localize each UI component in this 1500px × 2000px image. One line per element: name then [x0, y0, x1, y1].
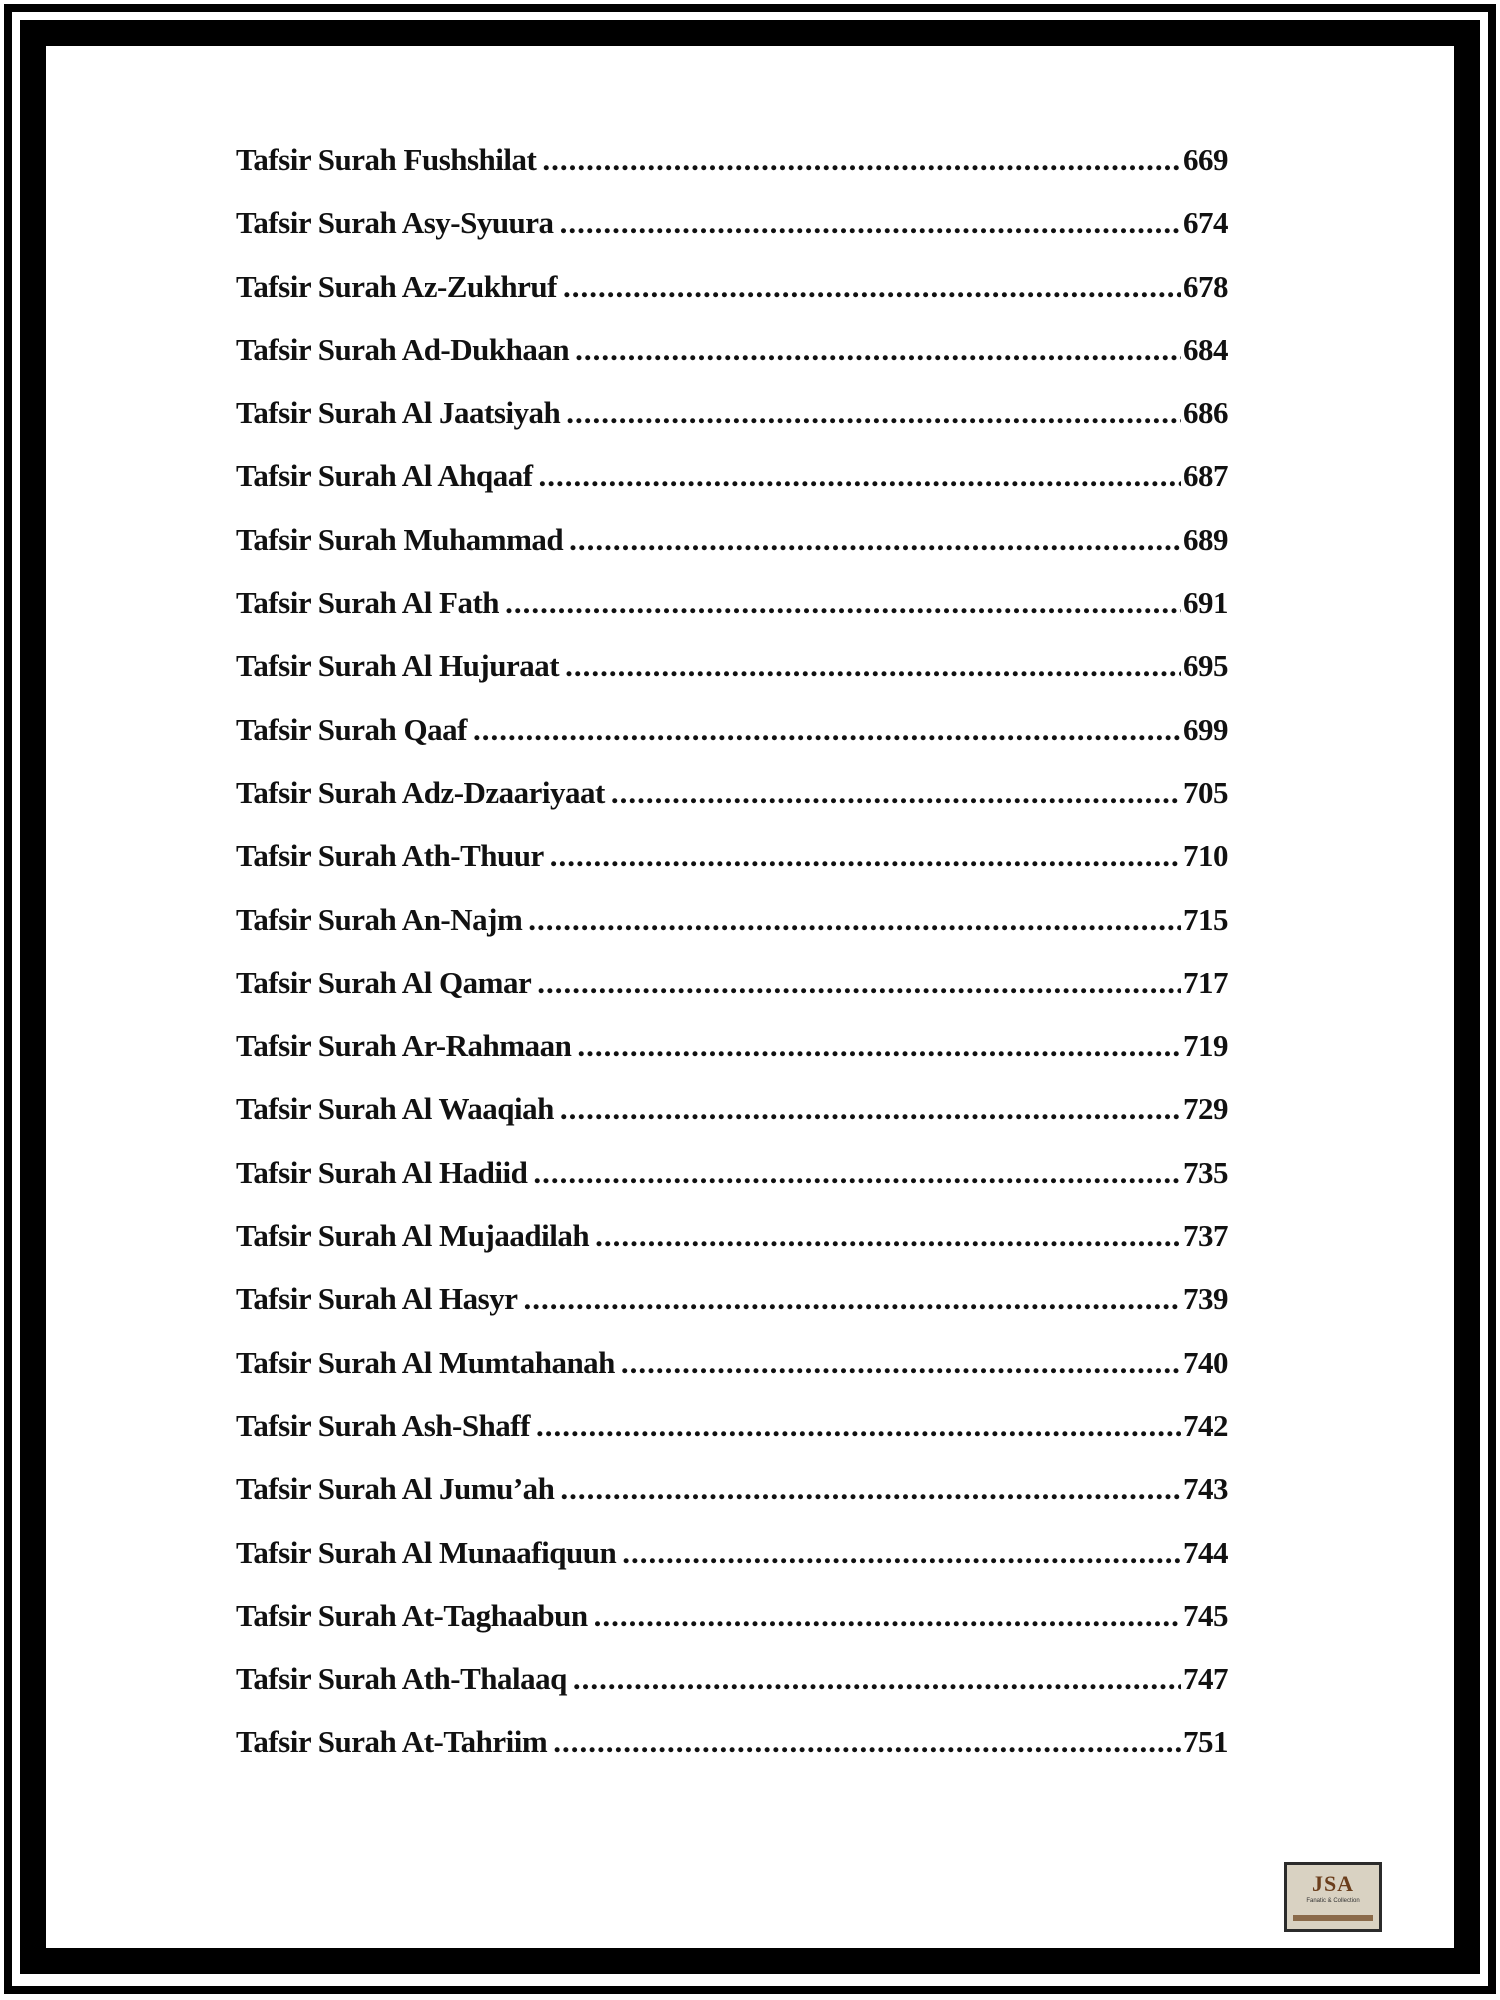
toc-entry-title: Tafsir Surah Al Munaafiquun — [236, 1534, 617, 1570]
toc-leader-dots — [563, 269, 1181, 305]
toc-entry-page-number: 717 — [1183, 964, 1228, 1000]
toc-leader-dots — [473, 712, 1181, 748]
toc-entry-page-number: 745 — [1183, 1597, 1228, 1633]
toc-entry-title: Tafsir Surah Al Mumtahanah — [236, 1344, 615, 1380]
toc-entry — [236, 1408, 1228, 1471]
toc-entry-page-number: 678 — [1183, 268, 1228, 304]
toc-leader-dots — [611, 775, 1181, 811]
toc-entry — [236, 458, 1228, 521]
toc-entry-title: Tafsir Surah An-Najm — [236, 901, 523, 937]
toc-entry-title: Tafsir Surah Ath-Thuur — [236, 838, 544, 874]
toc-leader-dots — [528, 902, 1181, 938]
logo-bar — [1293, 1915, 1373, 1921]
toc-entry-page-number: 705 — [1183, 774, 1228, 810]
toc-entry-page-number: 743 — [1183, 1471, 1228, 1507]
toc-leader-dots — [594, 1598, 1181, 1634]
toc-entry-page-number: 684 — [1183, 331, 1228, 367]
toc-entry-page-number: 719 — [1183, 1028, 1228, 1064]
logo-subtext: Fanatic & Collection — [1306, 1898, 1360, 1904]
toc-leader-dots — [575, 332, 1181, 368]
toc-entry-page-number: 686 — [1183, 395, 1228, 431]
toc-entry-page-number: 751 — [1183, 1724, 1228, 1760]
toc-entry — [236, 902, 1228, 965]
toc-entry — [236, 585, 1228, 648]
toc-entry — [236, 142, 1228, 205]
logo-text: JSA — [1311, 1871, 1355, 1896]
toc-entry-title: Tafsir Surah Al Hadiid — [236, 1154, 528, 1190]
toc-entry-title: Tafsir Surah Al Ahqaaf — [236, 458, 533, 494]
toc-entry-page-number: 735 — [1183, 1154, 1228, 1190]
toc-leader-dots — [569, 522, 1181, 558]
toc-entry — [236, 775, 1228, 838]
toc-entry-page-number: 710 — [1183, 838, 1228, 874]
toc-leader-dots — [573, 1661, 1181, 1697]
toc-entry-title: Tafsir Surah Al Hasyr — [236, 1281, 518, 1317]
toc-entry-title: Tafsir Surah Asy-Syuura — [236, 205, 554, 241]
toc-leader-dots — [560, 205, 1181, 241]
toc-leader-dots — [553, 1724, 1181, 1760]
toc-entry-title: Tafsir Surah Al Waaqiah — [236, 1091, 554, 1127]
toc-leader-dots — [505, 585, 1181, 621]
toc-entry — [236, 1218, 1228, 1281]
toc-entry — [236, 648, 1228, 711]
toc-entry-page-number: 691 — [1183, 585, 1228, 621]
toc-entry-page-number: 740 — [1183, 1344, 1228, 1380]
toc-entry-title: Tafsir Surah Ath-Thalaaq — [236, 1661, 567, 1697]
toc-leader-dots — [537, 965, 1181, 1001]
toc-entry-page-number: 737 — [1183, 1218, 1228, 1254]
toc-entry — [236, 395, 1228, 458]
toc-entry-page-number: 674 — [1183, 205, 1228, 241]
toc-entry — [236, 965, 1228, 1028]
toc-entry-title: Tafsir Surah Az-Zukhruf — [236, 268, 557, 304]
toc-entry-title: Tafsir Surah Adz-Dzaariyaat — [236, 774, 605, 810]
toc-entry — [236, 522, 1228, 585]
toc-leader-dots — [595, 1218, 1181, 1254]
toc-entry — [236, 712, 1228, 775]
toc-entry-page-number: 747 — [1183, 1661, 1228, 1697]
toc-entry-title: Tafsir Surah At-Taghaabun — [236, 1597, 588, 1633]
toc-entry-title: Tafsir Surah Muhammad — [236, 521, 564, 557]
toc-leader-dots — [550, 838, 1181, 874]
toc-entry — [236, 1535, 1228, 1598]
toc-entry-title: Tafsir Surah Qaaf — [236, 711, 467, 747]
toc-leader-dots — [565, 648, 1181, 684]
toc-entry-title: Tafsir Surah Al Hujuraat — [236, 648, 560, 684]
toc-entry-page-number: 687 — [1183, 458, 1228, 494]
toc-entry-page-number: 742 — [1183, 1407, 1228, 1443]
toc-entry-page-number: 695 — [1183, 648, 1228, 684]
toc-leader-dots — [560, 1471, 1181, 1507]
toc-entry-page-number: 715 — [1183, 901, 1228, 937]
toc-entry — [236, 1281, 1228, 1344]
toc-leader-dots — [533, 1155, 1181, 1191]
toc-leader-dots — [524, 1281, 1182, 1317]
toc-entry — [236, 1471, 1228, 1534]
toc-entry — [236, 1155, 1228, 1218]
toc-entry-title: Tafsir Surah Al Fath — [236, 585, 500, 621]
toc-entry-title: Tafsir Surah Al Jaatsiyah — [236, 395, 561, 431]
toc-leader-dots — [536, 1408, 1181, 1444]
toc-entry — [236, 1598, 1228, 1661]
toc-entry — [236, 332, 1228, 395]
toc-entry-page-number: 744 — [1183, 1534, 1228, 1570]
publisher-logo — [1284, 1862, 1382, 1932]
toc-entry — [236, 1661, 1228, 1724]
toc-leader-dots — [621, 1345, 1181, 1381]
toc-entry — [236, 1345, 1228, 1408]
toc-entry — [236, 269, 1228, 332]
table-of-contents — [236, 142, 1228, 1788]
toc-entry-page-number: 699 — [1183, 711, 1228, 747]
toc-entry — [236, 838, 1228, 901]
toc-entry-title: Tafsir Surah Ad-Dukhaan — [236, 331, 570, 367]
toc-entry — [236, 1724, 1228, 1787]
toc-entry — [236, 1091, 1228, 1154]
toc-leader-dots — [566, 395, 1181, 431]
toc-entry-title: Tafsir Surah Al Jumu’ah — [236, 1471, 555, 1507]
toc-entry — [236, 205, 1228, 268]
toc-entry-title: Tafsir Surah Al Qamar — [236, 964, 532, 1000]
toc-leader-dots — [539, 458, 1181, 494]
toc-leader-dots — [622, 1535, 1181, 1571]
toc-entry-page-number: 669 — [1183, 142, 1228, 177]
toc-entry-page-number: 729 — [1183, 1091, 1228, 1127]
toc-entry-page-number: 689 — [1183, 521, 1228, 557]
toc-entry-title: Tafsir Surah Al Mujaadilah — [236, 1218, 590, 1254]
toc-leader-dots — [577, 1028, 1181, 1064]
toc-entry-page-number: 739 — [1183, 1281, 1228, 1317]
toc-entry-title: Tafsir Surah Fushshilat — [236, 142, 537, 177]
toc-leader-dots — [542, 142, 1181, 178]
toc-entry — [236, 1028, 1228, 1091]
toc-leader-dots — [560, 1091, 1181, 1127]
toc-entry-title: Tafsir Surah Ar-Rahmaan — [236, 1028, 572, 1064]
toc-entry-title: Tafsir Surah At-Tahriim — [236, 1724, 548, 1760]
toc-entry-title: Tafsir Surah Ash-Shaff — [236, 1407, 530, 1443]
